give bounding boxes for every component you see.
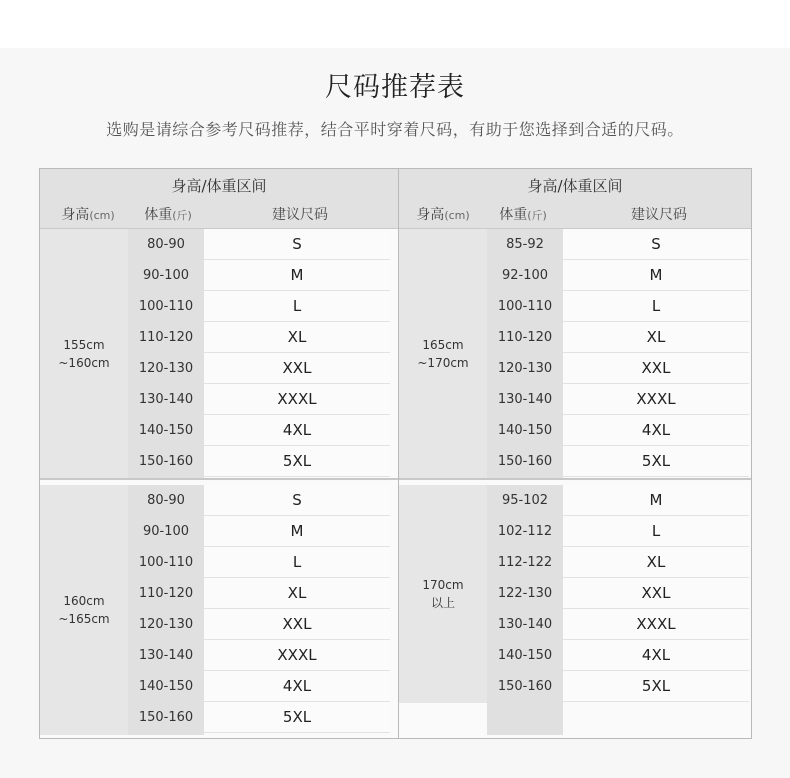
weight-cell: 150-160	[138, 454, 194, 469]
table-row	[487, 260, 749, 291]
size-cell: 4XL	[204, 671, 390, 702]
table-row	[487, 384, 749, 415]
size-cell: 5XL	[563, 671, 749, 702]
table-row	[487, 322, 749, 353]
weight-cell: 140-150	[138, 423, 194, 438]
weight-cell: 100-110	[138, 299, 194, 314]
height-range-cell	[399, 485, 487, 703]
size-cell: XXXL	[204, 384, 390, 415]
table-row	[487, 291, 749, 322]
size-cell: 5XL	[204, 702, 390, 733]
table-row	[128, 322, 390, 353]
height-range-to: ~170cm	[417, 356, 469, 370]
table-row	[128, 291, 390, 322]
weight-cell: 140-150	[497, 648, 553, 663]
size-cell: L	[563, 291, 749, 322]
size-cell: XL	[563, 322, 749, 353]
weight-header-unit: (斤)	[172, 209, 192, 222]
weight-cell: 100-110	[497, 299, 553, 314]
table-row	[128, 260, 390, 291]
table-row	[487, 516, 749, 547]
height-column-header	[403, 204, 483, 224]
height-range-from: 170cm	[422, 578, 464, 592]
weight-cell: 140-150	[497, 423, 553, 438]
table-row	[128, 547, 390, 578]
height-range-to: 以上	[430, 596, 455, 610]
weight-cell: 110-120	[497, 330, 553, 345]
size-group-155-160	[40, 169, 398, 470]
size-cell: XL	[563, 547, 749, 578]
weight-cell: 92-100	[501, 268, 549, 283]
height-range-cell	[399, 229, 487, 479]
table-row	[128, 229, 390, 260]
size-cell: 5XL	[204, 446, 390, 477]
table-row	[128, 485, 390, 516]
weight-cell: 110-120	[138, 330, 194, 345]
size-cell: 4XL	[563, 640, 749, 671]
weight-column-header	[485, 204, 561, 224]
size-cell: M	[563, 260, 749, 291]
height-range-from: 165cm	[422, 338, 464, 352]
table-row	[487, 415, 749, 446]
height-header-unit: (cm)	[89, 209, 115, 222]
size-chart-table	[39, 168, 752, 739]
table-row	[487, 609, 749, 640]
height-range-cell	[40, 229, 128, 479]
height-header-label: 身高	[61, 207, 90, 223]
size-group-165-170	[399, 169, 751, 470]
table-header	[40, 169, 398, 229]
height-header-unit: (cm)	[444, 209, 470, 222]
table-row	[487, 547, 749, 578]
size-cell: XL	[204, 322, 390, 353]
weight-cell: 150-160	[497, 454, 553, 469]
size-cell: XXL	[563, 578, 749, 609]
size-cell: XXL	[563, 353, 749, 384]
weight-cell: 120-130	[138, 361, 194, 376]
height-range-to: ~165cm	[58, 612, 110, 626]
weight-cell: 130-140	[138, 392, 194, 407]
table-row	[128, 353, 390, 384]
size-cell: L	[204, 291, 390, 322]
size-cell: XXXL	[563, 609, 749, 640]
weight-cell: 120-130	[138, 617, 194, 632]
weight-cell: 122-130	[497, 586, 553, 601]
table-row	[487, 671, 749, 702]
size-column-header: 建议尺码	[272, 207, 328, 223]
size-cell: XXL	[204, 353, 390, 384]
weight-cell: 90-100	[142, 268, 190, 283]
table-header	[399, 169, 751, 229]
row-divider	[40, 478, 751, 480]
range-header: 身高/体重区间	[527, 177, 623, 195]
table-row	[128, 415, 390, 446]
height-header-label: 身高	[416, 207, 445, 223]
size-cell: M	[204, 260, 390, 291]
weight-header-label: 体重	[499, 207, 528, 223]
weight-cell: 150-160	[497, 679, 553, 694]
weight-cell: 150-160	[138, 710, 194, 725]
table-row	[128, 578, 390, 609]
size-cell: XXXL	[204, 640, 390, 671]
height-column-header	[44, 204, 132, 224]
size-cell: 5XL	[563, 446, 749, 477]
table-row	[128, 702, 390, 733]
size-cell: M	[204, 516, 390, 547]
table-row	[128, 609, 390, 640]
table-row	[487, 446, 749, 477]
size-cell: L	[563, 516, 749, 547]
height-range-cell	[40, 485, 128, 735]
size-cell: XXXL	[563, 384, 749, 415]
weight-cell: 120-130	[497, 361, 553, 376]
weight-cell: 130-140	[138, 648, 194, 663]
weight-cell: 80-90	[147, 237, 185, 252]
height-range-from: 160cm	[63, 594, 105, 608]
table-row	[487, 485, 749, 516]
size-cell: XL	[204, 578, 390, 609]
weight-cell: 130-140	[497, 392, 553, 407]
weight-cell: 95-102	[501, 493, 549, 508]
size-column-header: 建议尺码	[631, 207, 687, 223]
weight-cell: 100-110	[138, 555, 194, 570]
weight-cell: 80-90	[147, 493, 185, 508]
height-range-to: ~160cm	[58, 356, 110, 370]
page-subtitle: 选购是请综合参考尺码推荐，结合平时穿着尺码，有助于您选择到合适的尺码。	[106, 120, 684, 139]
table-row	[128, 384, 390, 415]
weight-header-unit: (斤)	[527, 209, 547, 222]
size-cell: S	[204, 485, 390, 516]
table-row	[487, 353, 749, 384]
table-row	[128, 671, 390, 702]
table-row	[128, 516, 390, 547]
weight-cell: 112-122	[497, 555, 553, 570]
size-cell: 4XL	[204, 415, 390, 446]
range-header: 身高/体重区间	[171, 177, 267, 195]
table-row	[128, 640, 390, 671]
table-row	[128, 446, 390, 477]
height-range-from: 155cm	[63, 338, 105, 352]
weight-cell: 90-100	[142, 524, 190, 539]
page-title: 尺码推荐表	[325, 72, 465, 103]
size-cell: S	[204, 229, 390, 260]
weight-cell: 110-120	[138, 586, 194, 601]
table-row	[487, 229, 749, 260]
size-cell: L	[204, 547, 390, 578]
weight-cell: 130-140	[497, 617, 553, 632]
weight-cell: 85-92	[506, 237, 544, 252]
weight-cell: 140-150	[138, 679, 194, 694]
size-cell: S	[563, 229, 749, 260]
weight-cell: 102-112	[497, 524, 553, 539]
size-cell: M	[563, 485, 749, 516]
size-cell: XXL	[204, 609, 390, 640]
weight-column-header	[130, 204, 206, 224]
size-cell: 4XL	[563, 415, 749, 446]
table-row	[487, 578, 749, 609]
weight-header-label: 体重	[144, 207, 173, 223]
table-row	[487, 640, 749, 671]
top-band	[0, 0, 790, 48]
